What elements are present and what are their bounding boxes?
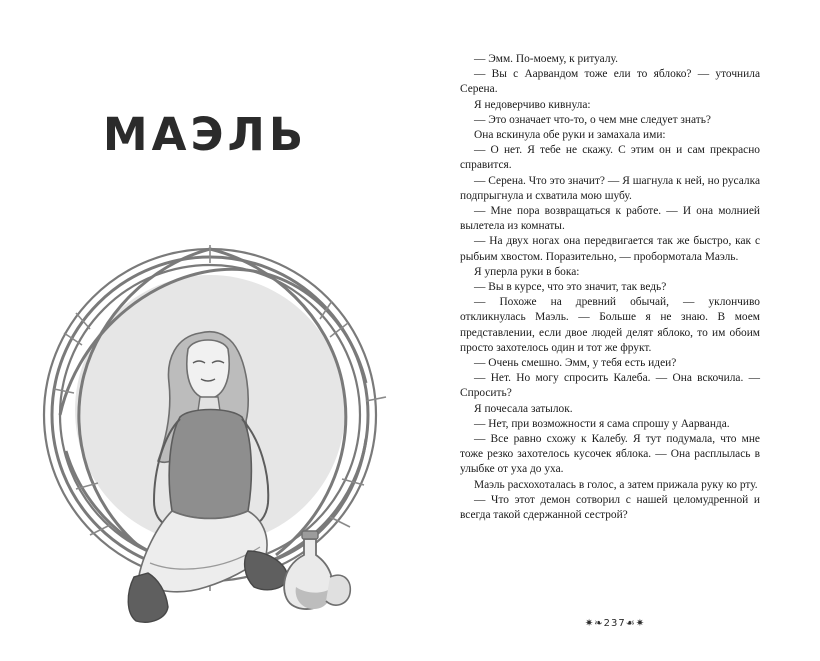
paragraph: — Вы с Аарвандом тоже ели то яблоко? — уточнила Серена. (460, 68, 760, 96)
paragraph: — Эмм. По-моему, к ритуалу. (474, 53, 618, 65)
paragraph: — О нет. Я тебе не скажу. С этим он и сам прекрасно справится. (460, 144, 760, 172)
folio-ornament-right: ☙✷ (625, 618, 646, 629)
paragraph: Я почесала затылок. (474, 402, 573, 415)
chapter-illustration (30, 225, 390, 625)
paragraph: — Нет, при возможности я сама спрошу у Аарванда. (474, 417, 730, 430)
paragraph: Маэль расхохоталась в голос, а затем прижала руку ко рту. (474, 478, 758, 491)
paragraph: — Все равно схожу к Калебу. Я тут подумала, что мне тоже резко захотелось кусочек яблока. — Она расплылась в улыбке от уха до уха. (460, 433, 760, 476)
paragraph: — Вы в курсе, что это значит, так ведь? (474, 281, 667, 294)
paragraph: Она вскинула обе руки и замахала ими: (474, 129, 666, 142)
paragraph: — Серена. Что это значит? — Я шагнула к ней, но русалка подпрыгнула и схватила мою шубу. (460, 174, 760, 202)
body-text (460, 52, 760, 523)
paragraph: — Нет. Но могу спросить Калеба. — Она вскочила. — Спросить? (460, 372, 760, 400)
page-number: 237 (603, 618, 626, 629)
paragraph: — Похоже на древний обычай, — уклончиво откликнулась Маэль. — Больше я не знаю. В моем представлении, если двое людей делят яблоко, то им обоим просто захотелось один и тот же фрукт. (460, 296, 760, 354)
chapter-title: МАЭЛЬ (102, 108, 308, 161)
paragraph: — Очень смешно. Эмм, у тебя есть идеи? (474, 357, 677, 370)
paragraph: Я недоверчиво кивнула: (474, 98, 591, 111)
paragraph: — На двух ногах она передвигается так же быстро, как с рыбьим хвостом. Поразительно, — пробормотала Маэль. (460, 235, 760, 263)
page-folio (410, 618, 820, 629)
paragraph: — Это означает что-то, о чем мне следует знать? (474, 113, 711, 126)
right-page (410, 0, 820, 661)
folio-ornament-left: ✷❧ (584, 618, 604, 629)
paragraph: — Мне пора возвращаться к работе. — И она молнией вылетела из комнаты. (460, 205, 760, 233)
paragraph: — Что этот демон сотворил с нашей целомудренной и всегда такой сдержанной сестрой? (460, 493, 760, 522)
paragraph: Я уперла руки в бока: (474, 265, 580, 278)
